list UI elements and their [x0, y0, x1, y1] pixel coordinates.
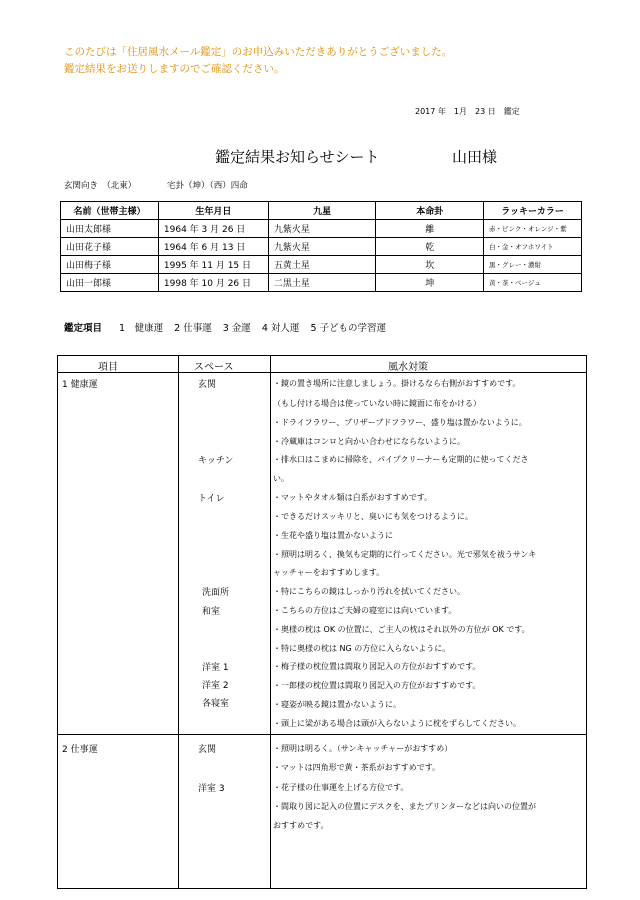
item-money: 3 金運: [222, 323, 251, 334]
category-work: 2 仕事運: [62, 745, 98, 755]
member-birthdate: 1964 年 3 月 26 日: [158, 220, 268, 238]
member-name: 山田太郎様: [61, 220, 159, 238]
item-health: 1 健康運: [119, 323, 164, 334]
header-nine-star: 九星: [268, 202, 376, 220]
table-row: [61, 238, 582, 256]
space-entrance: 玄関: [198, 380, 217, 390]
member-trigram: 離: [376, 220, 484, 238]
member-nine-star: 二黒土星: [268, 274, 376, 292]
space-kitchen: キッチン: [198, 456, 234, 466]
measure-line: ・特に奥様の枕は NG の方位に入らないように。: [273, 644, 451, 653]
header-name: 名前（世帯主様）: [61, 202, 159, 220]
measure-line: ・奥様の枕は OK の位置に、ご主人の枕はそれ以外の方位が OK です。: [273, 625, 530, 634]
member-name: 山田花子様: [61, 238, 159, 256]
member-lucky-color: 赤・ピンク・オレンジ・紫: [484, 220, 582, 238]
family-table: [60, 201, 582, 292]
table-row: [61, 256, 582, 274]
measure-line: おすすめです。: [273, 821, 329, 830]
measure-line: ・ドライフラワー、プリザーブドフラワー、盛り塩は置かないように。: [273, 418, 527, 427]
member-lucky-color: 白・金・オフホワイト: [484, 238, 582, 256]
measure-line: ・排水口はこまめに掃除を、パイプクリーナーも定期的に使ってくださ: [273, 455, 529, 464]
space-toilet: トイレ: [198, 494, 225, 504]
member-birthdate: 1995 年 11 月 15 日: [158, 256, 268, 274]
appraisal-items-label: 鑑定項目: [64, 323, 103, 334]
measure-line: ・マットやタオル類は白系がおすすめです。: [273, 493, 433, 502]
table-row: [61, 220, 582, 238]
measure-line: ・一郎様の枕位置は間取り図記入の方位がおすすめです。: [273, 681, 481, 690]
intro-line-1: このたびは「住居風水メール鑑定」のお申込みいただきありがとうございました。: [64, 46, 453, 58]
item-study: 5 子どもの学習運: [310, 323, 387, 334]
measure-line: ・間取り図に記入の位置にデスクを、またプリンターなどは向いの位置が: [273, 802, 537, 811]
column-divider: [178, 356, 179, 888]
table-row: [61, 274, 582, 292]
appraisal-items: [64, 320, 394, 334]
measure-line: ・こちらの方位はご夫婦の寝室には向いています。: [273, 606, 457, 615]
measure-line: ・照明は明るく。（サンキャッチャーがおすすめ）: [273, 744, 453, 753]
page-title: 鑑定結果お知らせシート: [215, 148, 380, 166]
measure-line: ャッチャーをおすすめします。: [273, 568, 385, 577]
measure-line: ・花子様の仕事運を上げる方位です。: [273, 783, 409, 792]
space-washroom: 洗面所: [202, 588, 230, 598]
family-table-header: [61, 202, 582, 220]
fengshui-table: [57, 355, 587, 889]
space-japanese-room: 和室: [202, 607, 221, 617]
house-info: [64, 179, 276, 191]
category-health: 1 健康運: [62, 380, 98, 390]
space-bedrooms: 各寝室: [202, 699, 230, 709]
header-space: スペース: [194, 362, 234, 373]
member-nine-star: 九紫火星: [268, 220, 376, 238]
header-divider: [58, 372, 586, 373]
member-lucky-color: 黄・茶・ベージュ: [484, 274, 582, 292]
measure-line: ・梅子様の枕位置は間取り図記入の方位がおすすめです。: [273, 662, 481, 671]
space-western-room-1: 洋室 1: [202, 663, 229, 673]
section-divider: [58, 734, 586, 735]
member-trigram: 乾: [376, 238, 484, 256]
measure-line: い。: [273, 474, 289, 483]
member-trigram: 坤: [376, 274, 484, 292]
measure-line: ・照明は明るく、換気も定期的に行ってください。光で邪気を祓うサンキ: [273, 550, 537, 559]
house-trigram: 宅卦（坤）（西）四命: [166, 181, 248, 191]
measure-line: ・寝姿が映る鏡は置かないように。: [273, 700, 401, 709]
header-lucky-color: ラッキーカラー: [484, 202, 582, 220]
header-category: 項目: [98, 362, 118, 373]
member-lucky-color: 黒・グレー・濃紺: [484, 256, 582, 274]
column-divider: [270, 356, 271, 888]
measure-line: ・鏡の置き場所に注意しましょう。掛けるなら右側がおすすめです。: [273, 379, 521, 388]
space-entrance: 玄関: [198, 745, 217, 755]
appraisal-date: 2017 年 1月 23 日 鑑定: [415, 107, 520, 116]
measure-line: ・生花や盛り塩は置かないように: [273, 531, 393, 540]
client-name: 山田様: [452, 148, 498, 166]
intro-line-2: 鑑定結果をお送りしますのでご確認ください。: [64, 63, 285, 75]
member-nine-star: 九紫火星: [268, 238, 376, 256]
space-western-room-2: 洋室 2: [202, 681, 229, 691]
member-name: 山田梅子様: [61, 256, 159, 274]
measure-line: ・頭上に梁がある場合は頭が入らないように枕をずらしてください。: [273, 719, 521, 728]
measure-line: ・冷蔵庫はコンロと向かい合わせにならないように。: [273, 437, 465, 446]
item-relationships: 4 対人運: [261, 323, 300, 334]
measure-line: ・特にこちらの鏡はしっかり汚れを拭いてください。: [273, 587, 465, 596]
intro-message: [64, 44, 452, 78]
space-western-room-3: 洋室 3: [198, 784, 225, 794]
member-name: 山田一郎様: [61, 274, 159, 292]
measure-line: ・マットは四角形で黄・茶系がおすすめです。: [273, 763, 441, 772]
item-work: 2 仕事運: [174, 323, 212, 334]
member-birthdate: 1964 年 6 月 13 日: [158, 238, 268, 256]
header-measures: 風水対策: [388, 362, 428, 373]
member-nine-star: 五黄土星: [268, 256, 376, 274]
entrance-direction: 玄関向き （北東）: [64, 181, 137, 191]
member-birthdate: 1998 年 10 月 26 日: [158, 274, 268, 292]
header-birthdate: 生年月日: [158, 202, 268, 220]
header-trigram: 本命卦: [376, 202, 484, 220]
measure-line: ・できるだけスッキリと、臭いにも気をつけるように。: [273, 512, 473, 521]
member-trigram: 坎: [376, 256, 484, 274]
measure-line: （もし付ける場合は使っていない時に鏡面に布をかける）: [273, 399, 481, 408]
